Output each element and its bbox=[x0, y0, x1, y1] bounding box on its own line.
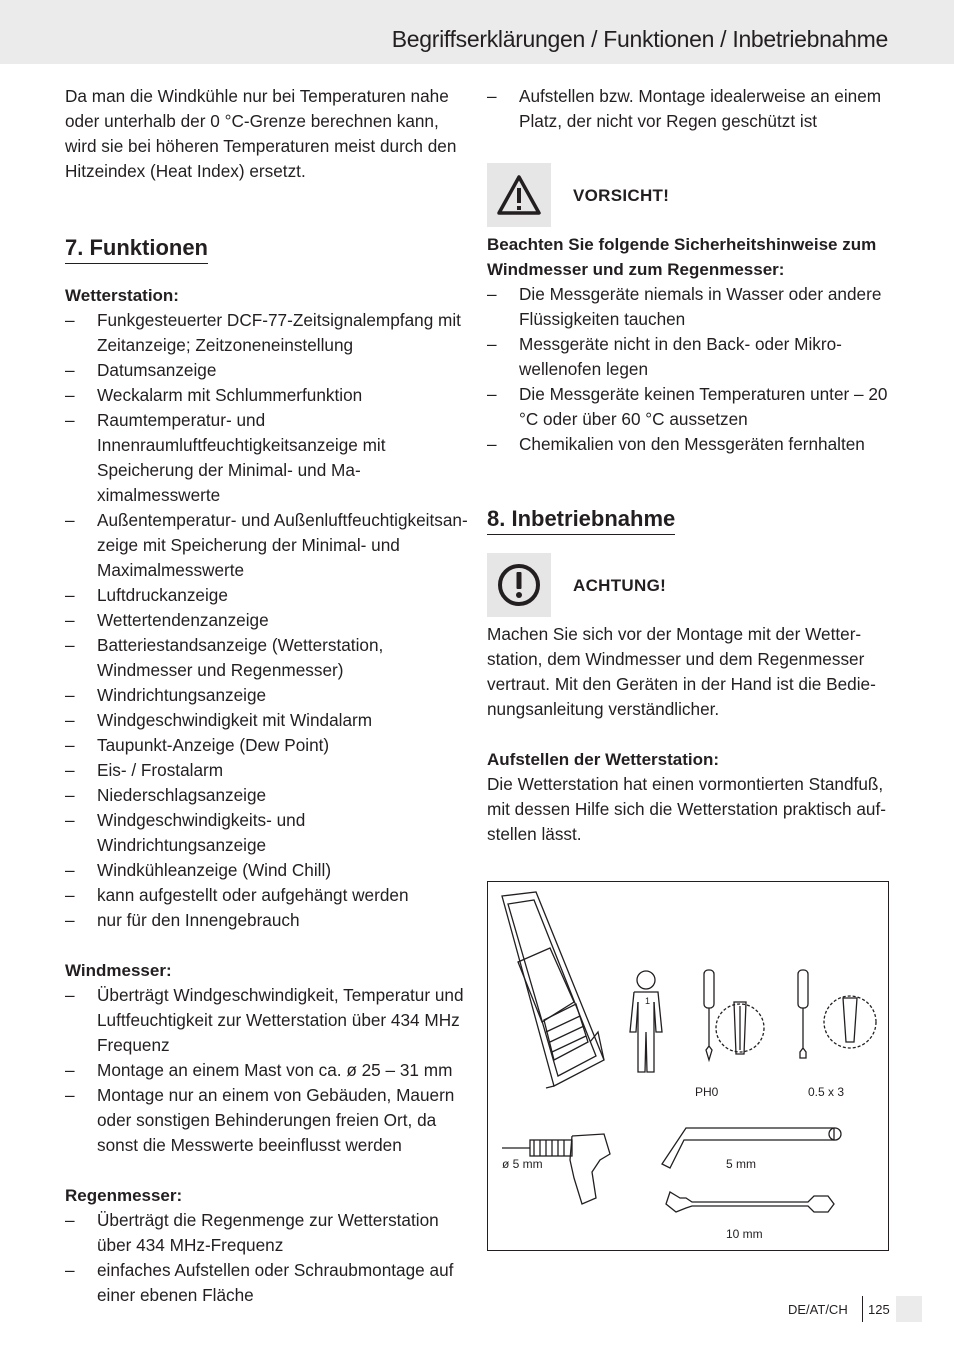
setup-text: Die Wetterstation hat einen vormontierten Standfuß, mit dessen Hilfe sich die Wetterstation praktisch aufstellen lässt. bbox=[487, 774, 886, 844]
list-item: – Montage an einem Mast von ca. ø 25 – 31 mm bbox=[65, 1058, 469, 1083]
hex-key-size-label: 5 mm bbox=[726, 1157, 756, 1171]
list-item: – Die Messgeräte keinen Temperaturen unter – 20 °C oder über 60 °C aussetzen bbox=[487, 382, 891, 432]
section-7-heading: 7. Funktionen bbox=[65, 234, 208, 264]
caution-list bbox=[487, 282, 891, 457]
caution-notice bbox=[487, 163, 891, 227]
footer-divider bbox=[862, 1296, 863, 1322]
weather-station-icon bbox=[502, 892, 604, 1088]
list-item: – Batteriestandsanzeige (Wetterstation, Windmesser und Regenmesser) bbox=[65, 633, 469, 683]
caution-label: VORSICHT! bbox=[573, 185, 670, 205]
list-item: – Datumsanzeige bbox=[65, 358, 469, 383]
list-item: – Messgeräte nicht in den Back- oder Mikrowellenofen legen bbox=[487, 332, 891, 382]
footer-tab bbox=[896, 1296, 922, 1322]
drill-size-label: ø 5 mm bbox=[502, 1157, 543, 1171]
list-item: – einfaches Aufstellen oder Schraubmontage auf einer ebenen Fläche bbox=[65, 1258, 469, 1308]
wetterstation-list bbox=[65, 308, 469, 933]
list-item: – Außentemperatur- und Außenluftfeuchtigkeitsanzeige mit Speicherung der Minimal- und Maximalmesswerte bbox=[65, 508, 469, 583]
wrench-size-label: 10 mm bbox=[726, 1227, 763, 1241]
flat-screwdriver-icon bbox=[798, 970, 876, 1058]
list-item: – Eis- / Frostalarm bbox=[65, 758, 469, 783]
list-item: – Montage nur an einem von Gebäuden, Mauern oder sonstigen Behinderungen freien Ort, da sonst die Messwerte beeinflusst werden bbox=[65, 1083, 469, 1158]
list-item: – Niederschlagsanzeige bbox=[65, 783, 469, 808]
setup-heading: Aufstellen der Wetterstation: bbox=[487, 750, 720, 769]
person-icon bbox=[630, 971, 662, 1072]
list-item: – Aufstellen bzw. Montage idealerweise an einem Platz, der nicht vor Regen geschützt ist bbox=[487, 84, 891, 134]
list-item: – Windrichtungsanzeige bbox=[65, 683, 469, 708]
slot-label: 0.5 x 3 bbox=[808, 1085, 845, 1099]
list-item: – Taupunkt-Anzeige (Dew Point) bbox=[65, 733, 469, 758]
list-item: – Windkühleanzeige (Wind Chill) bbox=[65, 858, 469, 883]
wetterstation-heading: Wetterstation: bbox=[65, 286, 179, 305]
list-item: – Luftdruckanzeige bbox=[65, 583, 469, 608]
phillips-screwdriver-icon bbox=[704, 970, 764, 1060]
setup-location-list bbox=[487, 84, 891, 134]
warning-triangle-icon bbox=[487, 163, 551, 227]
regenmesser-heading: Regenmesser: bbox=[65, 1186, 183, 1205]
caution-intro: Beachten Sie folgende Sicherheitshinweise zum Windmesser und zum Regenmesser: bbox=[487, 235, 877, 279]
list-item: – Chemikalien von den Messgeräten fernhalten bbox=[487, 432, 891, 457]
intro-paragraph: Da man die Windkühle nur bei Temperaturen nahe oder unterhalb der 0 °C-Grenze berechnen kann, wird sie bei höheren Temperaturen meist durch den Hitzeindex (Heat Index) ersetzt. bbox=[65, 86, 457, 181]
list-item: – Windgeschwindigkeits- und Windrichtungsanzeige bbox=[65, 808, 469, 858]
list-item: – Die Messgeräte niemals in Wasser oder andere Flüssigkeiten tauchen bbox=[487, 282, 891, 332]
right-column bbox=[487, 84, 891, 847]
list-item: – Raumtemperatur- und Innenraumluftfeuchtigkeitsanzeige mit Speicherung der Minimal- und Maximalmesswerte bbox=[65, 408, 469, 508]
list-item: – Windgeschwindigkeit mit Windalarm bbox=[65, 708, 469, 733]
list-item: – Überträgt die Regenmenge zur Wetterstation über 434 MHz-Frequenz bbox=[65, 1208, 469, 1258]
page-title: Begriffserklärungen / Funktionen / Inbetriebnahme bbox=[391, 26, 888, 52]
page-header bbox=[0, 0, 954, 64]
ph0-label: PH0 bbox=[695, 1085, 719, 1099]
left-column bbox=[65, 84, 469, 1308]
list-item: – Überträgt Windgeschwindigkeit, Temperatur und Luftfeuchtigkeit zur Wetterstation über 434 MHz Frequenz bbox=[65, 983, 469, 1058]
regenmesser-list bbox=[65, 1208, 469, 1308]
list-item: – kann aufgestellt oder aufgehängt werden bbox=[65, 883, 469, 908]
list-item: – nur für den Innengebrauch bbox=[65, 908, 469, 933]
tools-illustration bbox=[488, 882, 887, 1249]
attention-label: ACHTUNG! bbox=[573, 575, 667, 595]
list-item: – Weckalarm mit Schlummerfunktion bbox=[65, 383, 469, 408]
exclamation-circle-icon bbox=[487, 553, 551, 617]
footer-region: DE/AT/CH bbox=[788, 1302, 848, 1317]
wrench-icon bbox=[666, 1192, 834, 1212]
list-item: – Wettertendenzanzeige bbox=[65, 608, 469, 633]
page-number: 125 bbox=[868, 1302, 890, 1317]
attention-text: Machen Sie sich vor der Montage mit der Wetterstation, dem Windmesser und dem Regenmesser vertraut. Mit den Geräten in der Hand ist die Bedienungsanleitung verständlicher. bbox=[487, 624, 876, 719]
section-8-heading: 8. Inbetriebnahme bbox=[487, 505, 675, 535]
tools-figure bbox=[487, 881, 889, 1251]
windmesser-heading: Windmesser: bbox=[65, 961, 172, 980]
attention-notice bbox=[487, 553, 891, 617]
list-item: – Funkgesteuerter DCF-77-Zeitsignalempfang mit Zeitanzeige; Zeitzoneneinstellung bbox=[65, 308, 469, 358]
windmesser-list bbox=[65, 983, 469, 1158]
person-label: 1 bbox=[645, 996, 651, 1006]
